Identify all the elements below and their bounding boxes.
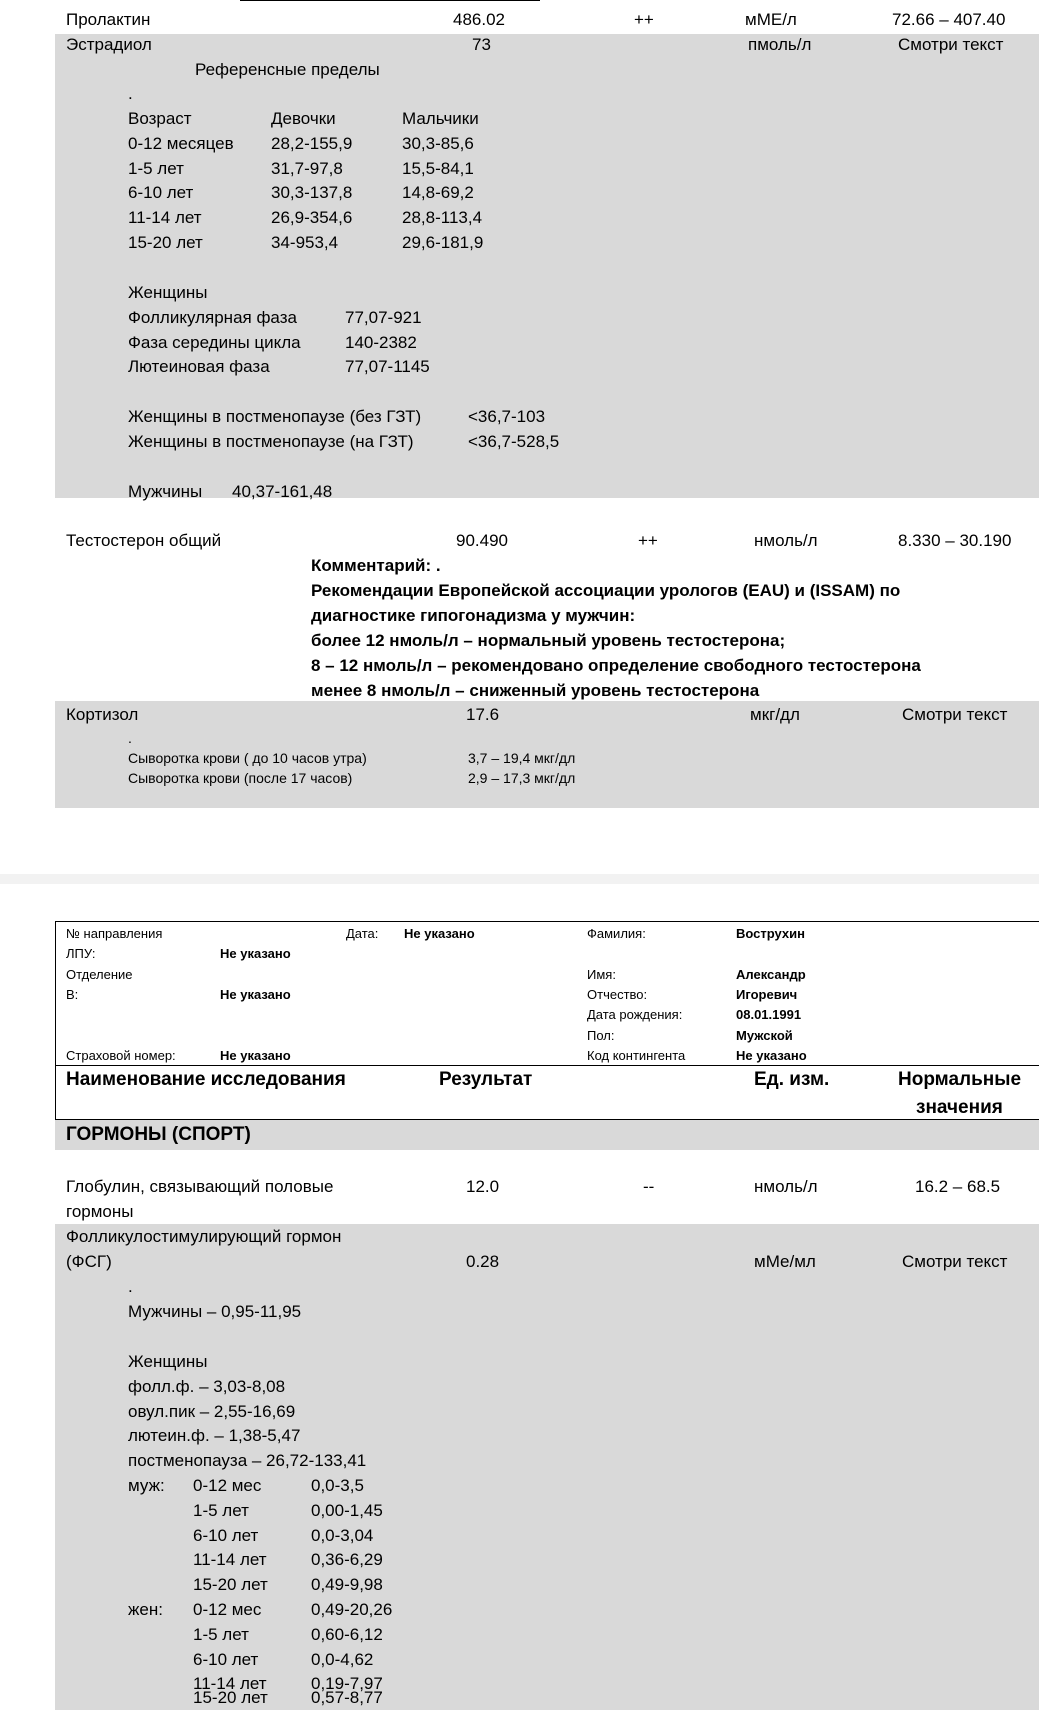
v-label: В: [66,987,79,1002]
table-row-age: 15-20 лет [128,233,203,252]
surname-value: Вострухин [736,926,805,941]
estradiol-men-label: Мужчины [128,482,203,501]
fsh-women-row: овул.пик – 2,55-16,69 [128,1402,296,1421]
comment-line: Комментарий: . [311,556,441,575]
name-value: Александр [736,967,806,982]
row-prolactin [0,0,1039,28]
fsh-women-row: постменопауза – 26,72-133,41 [128,1451,367,1470]
fsh-name-line1: Фолликулостимулирующий гормон [66,1227,342,1246]
girls-header: Девочки [271,109,336,128]
shbg-flag: -- [643,1177,655,1196]
fsh-male-age: 0-12 мес [193,1476,262,1495]
fsh-male-value: 0,36-6,29 [311,1550,383,1569]
estradiol-unit: пмоль/л [748,35,812,54]
table-row-girls: 26,9-354,6 [271,208,353,227]
testosterone-result: 90.490 [456,531,508,550]
lpu-value: Не указано [220,946,291,961]
postmeno-label: Женщины в постменопаузе (на ГЗТ) [128,432,414,451]
fsh-male-age: 1-5 лет [193,1501,249,1520]
fsh-male-age: 6-10 лет [193,1526,259,1545]
testosterone-name: Тестостерон общий [66,531,222,550]
postmeno-label: Женщины в постменопаузе (без ГЗТ) [128,407,422,426]
prolactin-ref: 72.66 – 407.40 [892,10,1006,29]
table-row-girls: 31,7-97,8 [271,159,343,178]
prolactin-flag: ++ [634,10,654,29]
shbg-unit: нмоль/л [754,1177,818,1196]
table-row-boys: 29,6-181,9 [402,233,484,252]
insurance-label: Страховой номер: [66,1048,176,1063]
sex-value: Мужской [736,1028,793,1043]
table-row-girls: 28,2-155,9 [271,134,353,153]
fsh-female-age: 15-20 лет [193,1688,268,1707]
table-row-age: 1-5 лет [128,159,184,178]
dob-value: 08.01.1991 [736,1007,802,1022]
phase-label: Фолликулярная фаза [128,308,297,327]
fsh-female-value: 0,0-4,62 [311,1650,374,1669]
fsh-female-age: 11-14 лет [193,1674,267,1693]
fsh-female-value: 0,60-6,12 [311,1625,383,1644]
phase-value: 77,07-921 [345,308,422,327]
table-row-boys: 15,5-84,1 [402,159,474,178]
fsh-female-value: 0,57-8,77 [311,1688,383,1707]
fsh-women-title: Женщины [128,1352,208,1371]
dob-label: Дата рождения: [587,1007,683,1022]
cortisol-result: 17.6 [466,705,500,724]
postmeno-value: <36,7-103 [468,407,546,426]
testosterone-flag: ++ [638,531,658,550]
fsh-result: 0.28 [466,1252,500,1271]
table-row-boys: 30,3-85,6 [402,134,474,153]
fsh-female-age: 1-5 лет [193,1625,249,1644]
estradiol-result: 73 [472,35,491,54]
table-row-boys: 14,8-69,2 [402,183,474,202]
fsh-male-age: 15-20 лет [193,1575,268,1594]
fsh-female-value: 0,19-7,97 [311,1674,383,1693]
insurance-value: Не указано [220,1048,291,1063]
page-separator [0,874,1039,884]
prolactin-unit: мМЕ/л [745,10,797,29]
comment-line: менее 8 нмоль/л – сниженный уровень тестостерона [311,681,760,700]
header-border-top [55,921,1039,922]
shbg-ref: 16.2 – 68.5 [915,1177,1001,1196]
date-label: Дата: [346,926,379,941]
table-row-age: 11-14 лет [128,208,202,227]
cortisol-ref-label: Сыворотка крови (после 17 часов) [128,770,353,786]
contingent-label: Код контингента [587,1048,686,1063]
estradiol-women-title: Женщины [128,283,208,302]
table-row-age: 0-12 месяцев [128,134,234,153]
fsh-female-label: жен: [128,1600,163,1619]
fsh-name-line2: (ФСГ) [66,1252,112,1271]
header-border-left [55,921,56,1120]
phase-label: Фаза середины цикла [128,333,301,352]
table-row-boys: 28,8-113,4 [402,208,483,227]
cortisol-ref: Смотри текст [902,705,1008,724]
referral-label: № направления [66,926,163,941]
phase-value: 77,07-1145 [345,357,430,376]
name-label: Имя: [587,967,616,982]
fsh-women-row: фолл.ф. – 3,03-8,08 [128,1377,286,1396]
prolactin-result: 486.02 [453,10,505,29]
col-norm-line2: значения [916,1097,1003,1118]
fsh-women-row: лютеин.ф. – 1,38-5,47 [128,1426,301,1445]
sex-label: Пол: [587,1028,615,1043]
table-row-girls: 30,3-137,8 [271,183,353,202]
testosterone-unit: нмоль/л [754,531,818,550]
contingent-value: Не указано [736,1048,807,1063]
surname-label: Фамилия: [587,926,646,941]
comment-line: Рекомендации Европейской ассоциации урологов (EAU) и (ISSAM) по [311,581,901,600]
shbg-name-line2: гормоны [66,1202,134,1221]
patronymic-value: Игоревич [736,987,798,1002]
phase-label: Лютеиновая фаза [128,357,270,376]
col-unit: Ед. изм. [754,1069,830,1090]
phase-value: 140-2382 [345,333,417,352]
date-value: Не указано [404,926,475,941]
fsh-unit: мМе/мл [754,1252,816,1271]
estradiol-block [55,34,1039,498]
estradiol-ref-title: Референсные пределы [195,60,380,79]
v-value: Не указано [220,987,291,1002]
shbg-result: 12.0 [466,1177,500,1196]
cortisol-name: Кортизол [66,705,139,724]
estradiol-ref: Смотри текст [898,35,1004,54]
fsh-female-age: 0-12 мес [193,1600,262,1619]
header-divider [55,1065,1039,1066]
col-result: Результат [439,1069,533,1090]
fsh-male-label: муж: [128,1476,165,1495]
fsh-male-value: 0,0-3,04 [311,1526,374,1545]
fsh-male-value: 0,0-3,5 [311,1476,364,1495]
cortisol-ref-label: Сыворотка крови ( до 10 часов утра) [128,750,367,766]
comment-line: более 12 нмоль/л – нормальный уровень тестостерона; [311,631,786,650]
shbg-name-line1: Глобулин, связывающий половые [66,1177,334,1196]
fsh-female-value: 0,49-20,26 [311,1600,393,1619]
fsh-female-age: 6-10 лет [193,1650,259,1669]
lpu-label: ЛПУ: [66,946,96,961]
age-header: Возраст [128,109,192,128]
fsh-dot: . [128,1277,133,1296]
fsh-male-age: 11-14 лет [193,1550,267,1569]
fsh-men: Мужчины – 0,95-11,95 [128,1302,302,1321]
table-row-age: 6-10 лет [128,183,194,202]
fsh-male-value: 0,49-9,98 [311,1575,383,1594]
estradiol-dot: . [128,84,133,103]
col-name: Наименование исследования [66,1069,346,1090]
cortisol-dot: . [128,730,132,746]
patronymic-label: Отчество: [587,987,648,1002]
table-row-girls: 34-953,4 [271,233,339,252]
prolactin-name: Пролактин [66,10,151,29]
estradiol-men-value: 40,37-161,48 [232,482,333,501]
col-norm-line1: Нормальные [898,1069,1022,1090]
fsh-ref: Смотри текст [902,1252,1008,1271]
postmeno-value: <36,7-528,5 [468,432,560,451]
boys-header: Мальчики [402,109,479,128]
estradiol-name: Эстрадиол [66,35,152,54]
cortisol-ref-value: 2,9 – 17,3 мкг/дл [468,770,576,786]
comment-line: 8 – 12 нмоль/л – рекомендовано определение свободного тестостерона [311,656,921,675]
cortisol-ref-value: 3,7 – 19,4 мкг/дл [468,750,576,766]
section-title: ГОРМОНЫ (СПОРТ) [66,1124,251,1145]
testosterone-ref: 8.330 – 30.190 [898,531,1012,550]
fsh-male-value: 0,00-1,45 [311,1501,383,1520]
cortisol-unit: мкг/дл [750,705,800,724]
dept-label: Отделение [66,967,133,982]
comment-line: диагностике гипогонадизма у мужчин: [311,606,636,625]
